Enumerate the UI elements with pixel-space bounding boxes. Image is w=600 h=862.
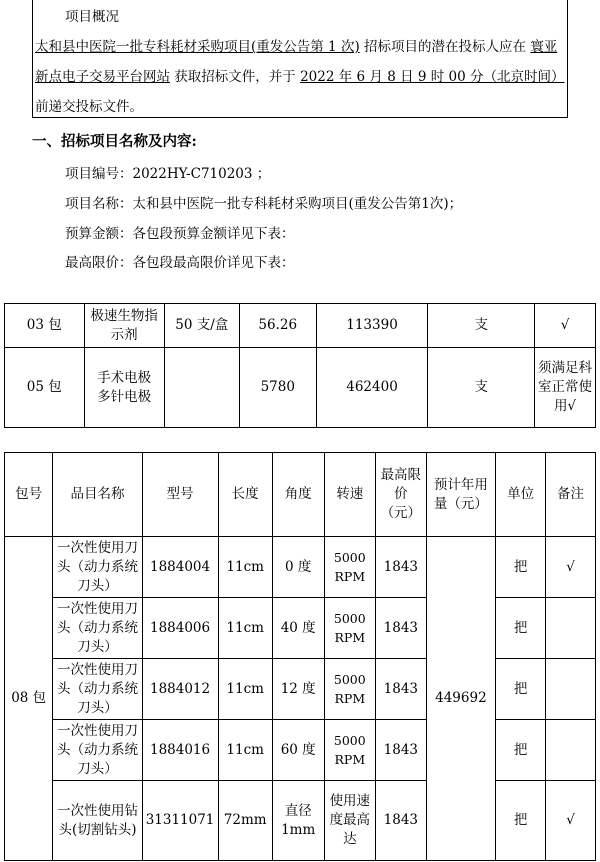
unit-cell: 把 — [496, 598, 546, 659]
speed-cell: 5000 RPM — [324, 659, 376, 720]
note-cell: √ — [546, 537, 596, 598]
table-row — [5, 720, 596, 781]
package-cell: 05 包 — [5, 348, 85, 428]
package-table-2 — [4, 452, 596, 861]
unit-cell: 把 — [496, 781, 546, 861]
length-cell: 11cm — [218, 720, 272, 781]
model-cell: 31311071 — [142, 781, 218, 861]
annual-usage-cell: 449692 — [426, 537, 496, 861]
item-name-cell: 一次性使用刀头（动力系统刀头） — [53, 659, 142, 720]
price-cell: 1843 — [376, 598, 426, 659]
speed-cell: 使用速度最高达 — [324, 781, 376, 861]
unit-cell: 支 — [428, 348, 535, 428]
model-cell: 1884004 — [142, 537, 218, 598]
max-price-line: 最高限价：各包段最高限价详见下表： — [65, 255, 295, 271]
header-model: 型号 — [142, 453, 218, 537]
header-max-price: 最高限价（元） — [376, 453, 426, 537]
note-cell: √ — [546, 781, 596, 861]
overview-text-2: 获取招标文件，并于 — [174, 69, 296, 85]
unit-cell: 把 — [496, 537, 546, 598]
project-number-line: 项目编号：2022HY-C710203 ； — [65, 166, 271, 182]
model-cell: 1884012 — [142, 659, 218, 720]
speed-cell: 5000 RPM — [324, 720, 376, 781]
unit-cell: 把 — [496, 659, 546, 720]
price-cell: 1843 — [376, 720, 426, 781]
unit-cell: 把 — [496, 720, 546, 781]
item-name-cell: 手术电极多针电极 — [84, 348, 164, 428]
platform-link[interactable]: 寰亚新点电子交易平台网站 — [35, 39, 558, 85]
table-row — [5, 304, 596, 348]
angle-cell: 0 度 — [272, 537, 324, 598]
item-name-cell: 极速生物指示剂 — [84, 304, 164, 348]
angle-cell: 60 度 — [272, 720, 324, 781]
item-name-cell: 一次性使用刀头（动力系统刀头） — [53, 598, 142, 659]
header-length: 长度 — [218, 453, 272, 537]
header-angle: 角度 — [272, 453, 324, 537]
price-cell: 1843 — [376, 537, 426, 598]
table-row — [5, 781, 596, 861]
spec-cell: 50 支/盒 — [164, 304, 239, 348]
angle-cell: 12 度 — [272, 659, 324, 720]
overview-text-3: 前递交投标文件。 — [35, 99, 143, 115]
price-cell: 1843 — [376, 659, 426, 720]
table-row — [5, 348, 596, 428]
item-name-cell: 一次性使用刀头（动力系统刀头） — [53, 720, 142, 781]
speed-cell: 5000 RPM — [324, 537, 376, 598]
model-cell: 1884006 — [142, 598, 218, 659]
project-name-line: 项目名称：太和县中医院一批专科耗材采购项目(重发公告第1次)； — [65, 196, 463, 212]
unit-cell: 支 — [428, 304, 535, 348]
note-cell — [546, 659, 596, 720]
header-speed: 转速 — [324, 453, 376, 537]
overview-title: 项目概况 — [65, 9, 119, 25]
item-name-cell: 一次性使用钻头(切割钻头) — [53, 781, 142, 861]
deadline-text: 2022 年 6 月 8 日 9 时 00 分（北京时间） — [300, 69, 565, 85]
amount-cell: 113390 — [316, 304, 428, 348]
package-cell: 08 包 — [5, 537, 53, 861]
package-table-1 — [4, 303, 596, 428]
price-cell: 56.26 — [239, 304, 316, 348]
header-item-name: 品目名称 — [53, 453, 142, 537]
price-cell: 5780 — [239, 348, 316, 428]
table-row — [5, 598, 596, 659]
length-cell: 11cm — [218, 598, 272, 659]
header-unit: 单位 — [496, 453, 546, 537]
model-cell: 1884016 — [142, 720, 218, 781]
spec-cell — [164, 348, 239, 428]
amount-cell: 462400 — [316, 348, 428, 428]
budget-line: 预算金额：各包段预算金额详见下表： — [65, 226, 295, 242]
note-cell: 须满足科室正常使用√ — [535, 348, 596, 428]
project-overview-box — [32, 0, 568, 118]
header-note: 备注 — [546, 453, 596, 537]
table-row — [5, 537, 596, 598]
overview-body — [35, 32, 565, 122]
project-name-link[interactable]: 太和县中医院一批专科耗材采购项目(重发公告第 1 次) — [35, 39, 360, 55]
angle-cell: 直径 1mm — [272, 781, 324, 861]
package-cell: 03 包 — [5, 304, 85, 348]
length-cell: 11cm — [218, 537, 272, 598]
note-cell — [546, 598, 596, 659]
length-cell: 11cm — [218, 659, 272, 720]
note-cell: √ — [535, 304, 596, 348]
section-heading: 一、招标项目名称及内容: — [32, 133, 197, 150]
header-annual-usage: 预计年用量（元） — [426, 453, 496, 537]
price-cell: 1843 — [376, 781, 426, 861]
length-cell: 72mm — [218, 781, 272, 861]
header-package: 包号 — [5, 453, 53, 537]
angle-cell: 40 度 — [272, 598, 324, 659]
note-cell — [546, 720, 596, 781]
item-name-cell: 一次性使用刀头（动力系统刀头） — [53, 537, 142, 598]
overview-text-1: 招标项目的潜在投标人应在 — [364, 39, 527, 55]
table-row — [5, 659, 596, 720]
header-row — [5, 453, 596, 537]
speed-cell: 5000 RPM — [324, 598, 376, 659]
